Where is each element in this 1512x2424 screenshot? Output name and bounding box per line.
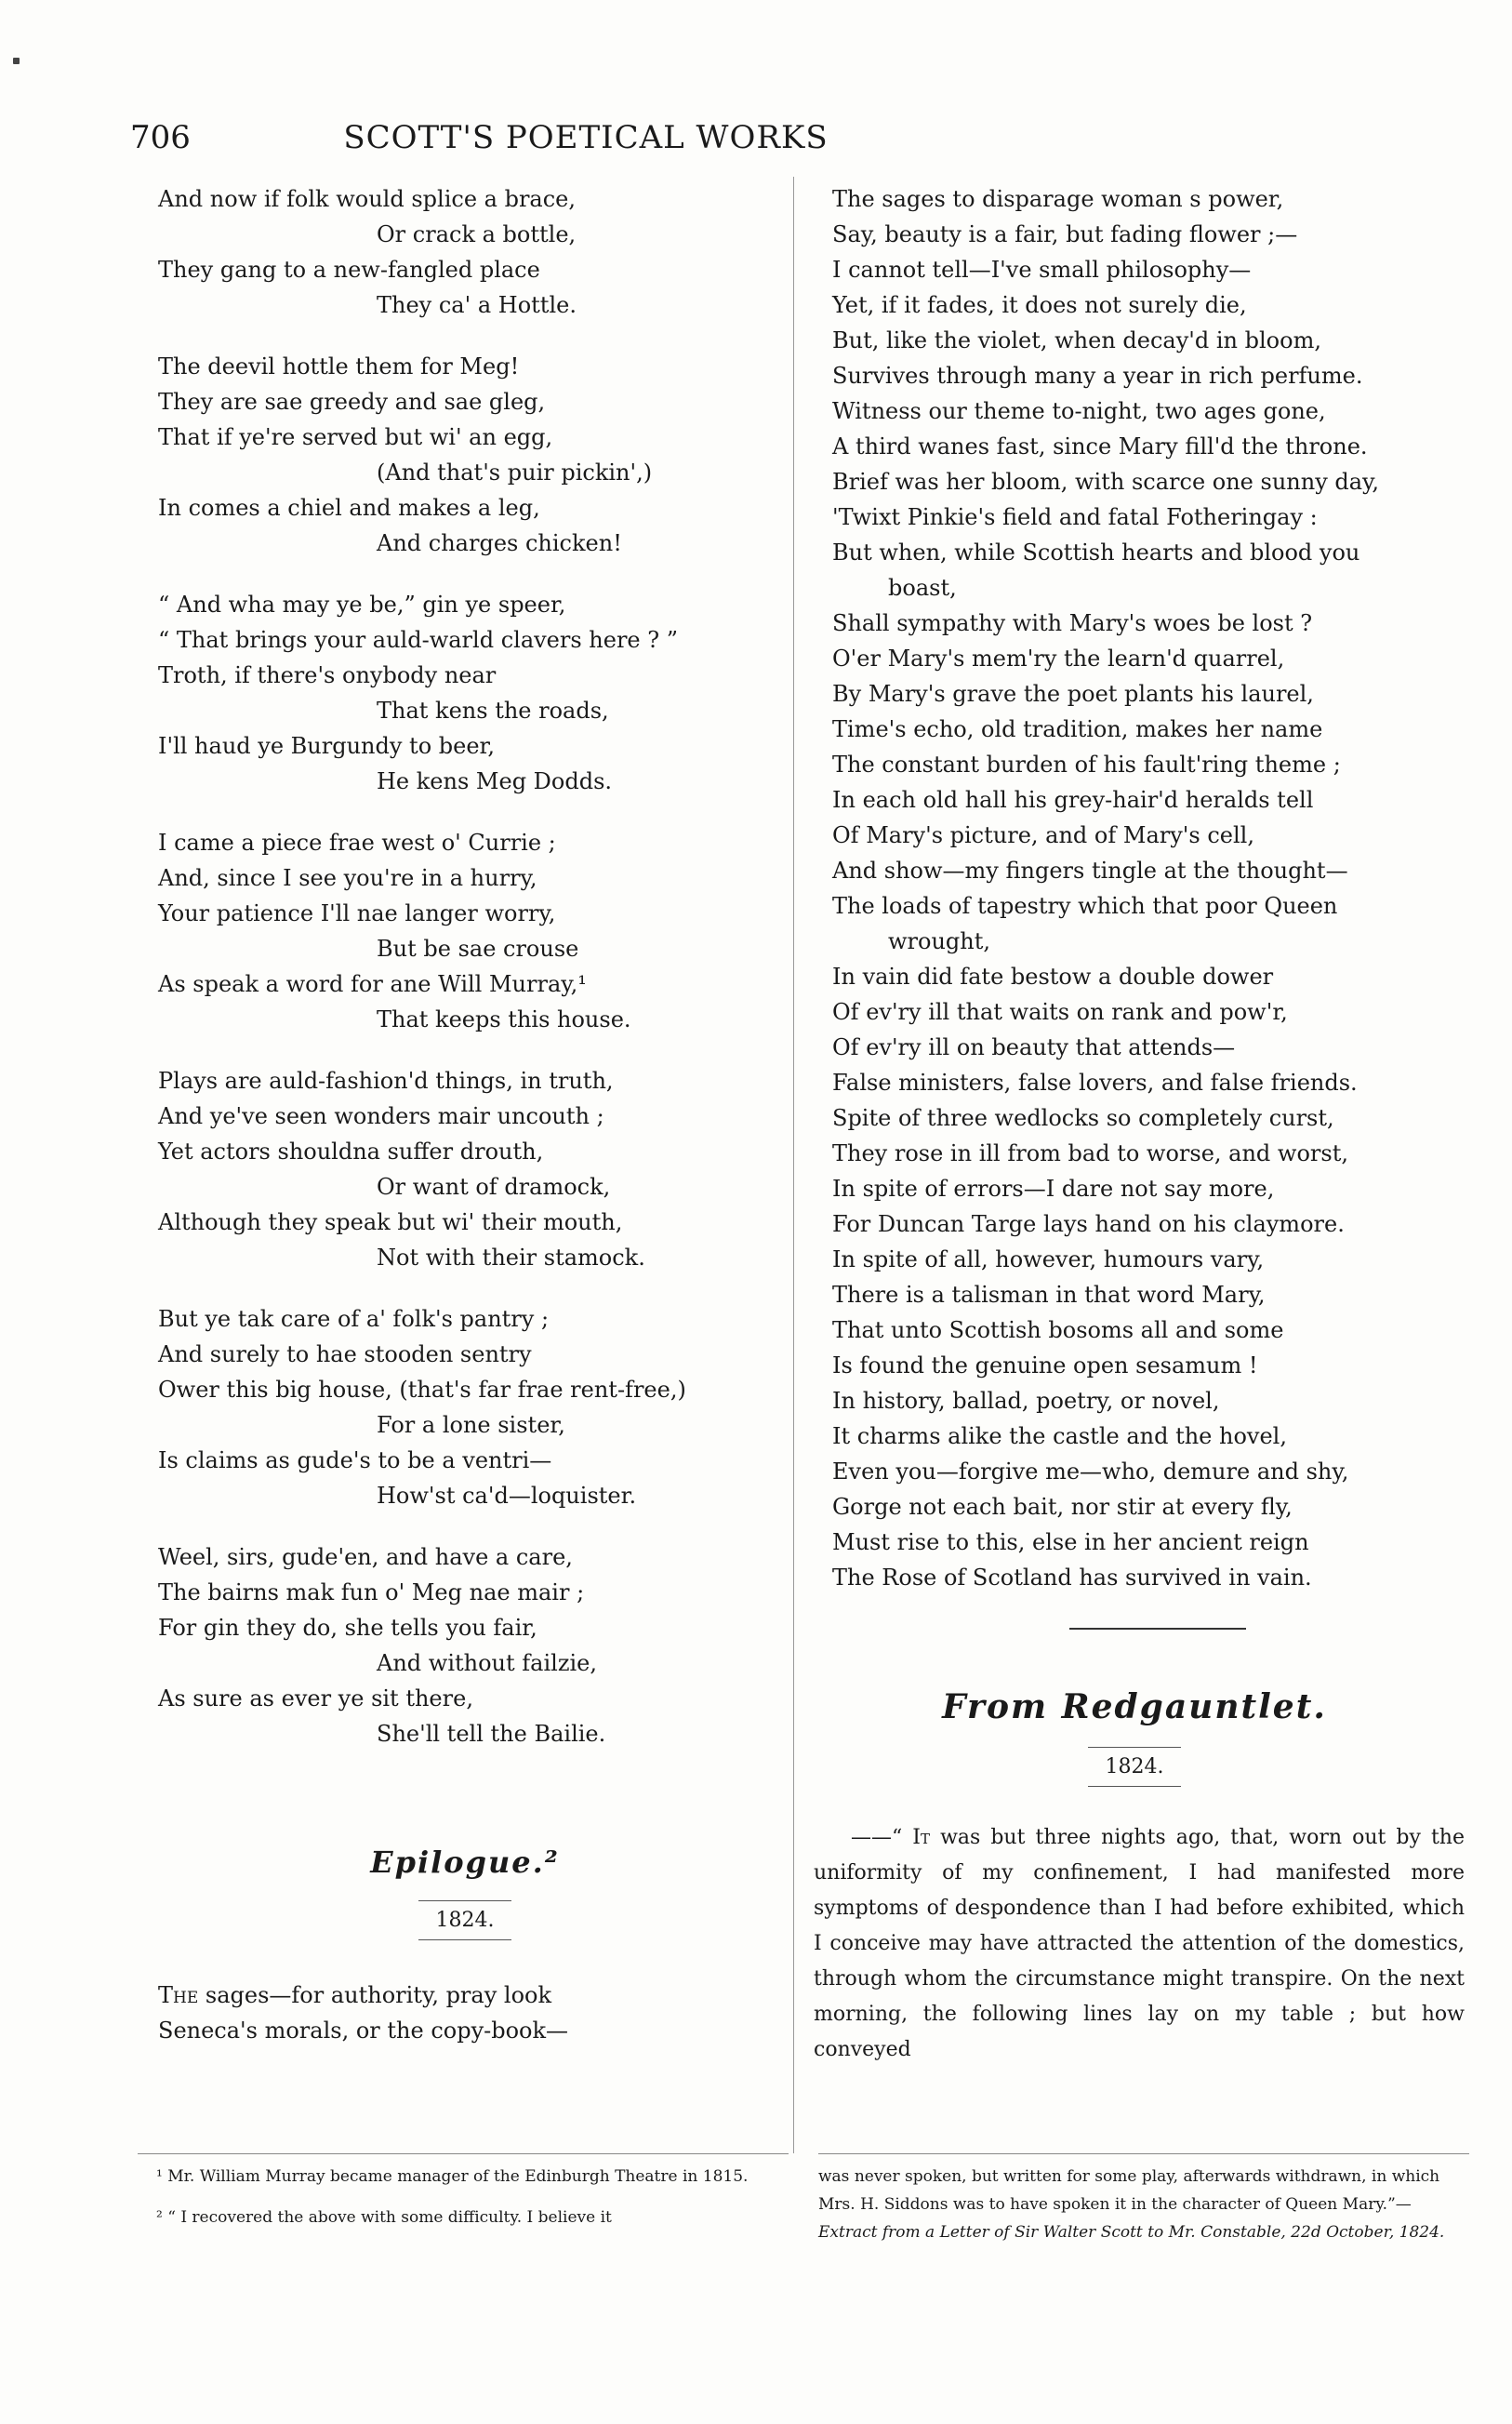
date-rule-top bbox=[418, 1900, 511, 1901]
poem-line: I'll haud ye Burgundy to beer, bbox=[158, 733, 496, 759]
poem-line: False ministers, false lovers, and false friends. bbox=[832, 1070, 1358, 1096]
poem-line: The Rose of Scotland has survived in vain. bbox=[832, 1565, 1312, 1591]
poem-line: They ca' a Hottle. bbox=[377, 292, 577, 318]
footnote-2: ² “ I recovered the above with some difficulty. I believe it bbox=[156, 2208, 612, 2227]
epilogue-heading: Epilogue.² bbox=[370, 1845, 560, 1880]
footnotes-left bbox=[138, 2163, 789, 2231]
poem-line: How'st ca'd—loquister. bbox=[377, 1483, 637, 1509]
section-heading: From Redgauntlet. bbox=[942, 1687, 1327, 1726]
poem-line: The bairns mak fun o' Meg nae mair ; bbox=[158, 1579, 585, 1605]
poem-line: For Duncan Targe lays hand on his claymore. bbox=[832, 1211, 1345, 1237]
poem-line: Gorge not each bait, nor stir at every fly, bbox=[832, 1494, 1293, 1520]
epilogue-continued bbox=[832, 181, 1474, 1595]
poem-line: That kens the roads, bbox=[377, 698, 609, 724]
poem-line: And now if folk would splice a brace, bbox=[158, 186, 577, 212]
poem-line: (And that's puir pickin',) bbox=[377, 459, 653, 486]
poem-line: Time's echo, old tradition, makes her name bbox=[832, 716, 1323, 742]
poem-line: Yet, if it fades, it does not surely die, bbox=[832, 292, 1247, 318]
prose-text: was but three nights ago, that, worn out by the uniformity of my confinement, I had manifested more symptoms of despondence than I had before exhibited, which I conceive may have attracted the attention of the domestics, through whom the circumstance might transpire. On the next morning, the following lines lay on my table ; but how conveyed bbox=[814, 1826, 1465, 2061]
poem-line: The constant burden of his fault'ring theme ; bbox=[832, 752, 1341, 778]
poem-line: Must rise to this, else in her ancient reign bbox=[832, 1529, 1309, 1555]
stanza-gap bbox=[158, 323, 772, 349]
poem-line: Or want of dramock, bbox=[377, 1174, 611, 1200]
epilogue-line: Seneca's morals, or the copy-book— bbox=[158, 2018, 569, 2044]
poem-line: wrought, bbox=[888, 928, 991, 954]
poem-line: The sages to disparage woman s power, bbox=[832, 186, 1284, 212]
poem-line: Not with their stamock. bbox=[377, 1245, 645, 1271]
poem-line: But, like the violet, when decay'd in bloom, bbox=[832, 327, 1321, 353]
poem-line: There is a talisman in that word Mary, bbox=[832, 1282, 1266, 1308]
poem-line: Brief was her bloom, with scarce one sunny day, bbox=[832, 469, 1380, 495]
poem-line: Shall sympathy with Mary's woes be lost ? bbox=[832, 610, 1313, 636]
poem-line: That if ye're served but wi' an egg, bbox=[158, 424, 553, 450]
footnote-citation: Extract from a Letter of Sir Walter Scott to Mr. Constable, 22d October, 1824. bbox=[818, 2223, 1445, 2242]
poem-line: Say, beauty is a fair, but fading flower ;— bbox=[832, 221, 1298, 247]
stanza-gap bbox=[158, 1513, 772, 1539]
stanza-gap bbox=[158, 1037, 772, 1063]
poem-line: I came a piece frae west o' Currie ; bbox=[158, 830, 556, 856]
poem-line: As speak a word for ane Will Murray,¹ bbox=[158, 971, 587, 997]
margin-mark bbox=[13, 58, 20, 64]
poem-line: In spite of errors—I dare not say more, bbox=[832, 1176, 1275, 1202]
poem-line: Witness our theme to-night, two ages gone, bbox=[832, 398, 1326, 424]
poem-line: That keeps this house. bbox=[377, 1006, 631, 1032]
epilogue-date: 1824. bbox=[435, 1909, 495, 1932]
page-number: 706 bbox=[130, 119, 191, 156]
poem-line: Is found the genuine open sesamum ! bbox=[832, 1352, 1258, 1378]
poem-line: Of ev'ry ill that waits on rank and pow'r, bbox=[832, 999, 1288, 1025]
stanza-gap bbox=[158, 561, 772, 587]
epilogue-line bbox=[158, 1978, 772, 2013]
page-header bbox=[130, 119, 1041, 166]
poem-line: Of ev'ry ill on beauty that attends— bbox=[832, 1034, 1236, 1060]
poem-line: Even you—forgive me—who, demure and shy, bbox=[832, 1458, 1349, 1485]
section-date: 1824. bbox=[1105, 1755, 1164, 1778]
poem-line: And surely to hae stooden sentry bbox=[158, 1341, 532, 1367]
poem-line: boast, bbox=[888, 575, 957, 601]
poem-line: They rose in ill from bad to worse, and worst, bbox=[832, 1140, 1348, 1166]
poem-line: In vain did fate bestow a double dower bbox=[832, 964, 1274, 990]
poem-line: In spite of all, however, humours vary, bbox=[832, 1246, 1265, 1272]
poem-line: It charms alike the castle and the hovel, bbox=[832, 1423, 1287, 1449]
poem-line: Spite of three wedlocks so completely curst, bbox=[832, 1105, 1334, 1131]
poem-line: “ And wha may ye be,” gin ye speer, bbox=[158, 592, 566, 618]
prose-lead: ——“ It bbox=[851, 1826, 930, 1849]
poem-line: But be sae crouse bbox=[377, 936, 579, 962]
poem-line: Your patience I'll nae langer worry, bbox=[158, 900, 556, 926]
poem-line: But ye tak care of a' folk's pantry ; bbox=[158, 1306, 550, 1332]
poem-line: The deevil hottle them for Meg! bbox=[158, 353, 520, 380]
poem-line: Ower this big house, (that's far frae rent-free,) bbox=[158, 1377, 686, 1403]
poem-line: They are sae greedy and sae gleg, bbox=[158, 389, 546, 415]
footnote-rule-right bbox=[818, 2153, 1469, 2154]
poem-line: Survives through many a year in rich perfume. bbox=[832, 363, 1363, 389]
poem-line: O'er Mary's mem'ry the learn'd quarrel, bbox=[832, 646, 1285, 672]
poem-line: She'll tell the Bailie. bbox=[377, 1721, 606, 1747]
poem-line: For a lone sister, bbox=[377, 1412, 565, 1438]
footnote-rule-left bbox=[138, 2153, 789, 2154]
poem-line: As sure as ever ye sit there, bbox=[158, 1685, 473, 1711]
poem-line: Plays are auld-fashion'd things, in truth, bbox=[158, 1068, 614, 1094]
running-title: SCOTT'S POETICAL WORKS bbox=[343, 119, 829, 156]
epilogue-date-block bbox=[158, 1900, 772, 1940]
poem-line: Is claims as gude's to be a ventri— bbox=[158, 1447, 552, 1473]
left-column bbox=[158, 181, 772, 2048]
poem-line: And ye've seen wonders mair uncouth ; bbox=[158, 1103, 604, 1129]
poem-line: In history, ballad, poetry, or novel, bbox=[832, 1388, 1220, 1414]
section-date-block bbox=[832, 1747, 1437, 1787]
poem-line: By Mary's grave the poet plants his laurel, bbox=[832, 681, 1314, 707]
date-rule-top bbox=[1088, 1747, 1181, 1748]
poem-line: In comes a chiel and makes a leg, bbox=[158, 495, 540, 521]
poem-line: A third wanes fast, since Mary fill'd the throne. bbox=[832, 433, 1368, 459]
stanza-gap bbox=[158, 1275, 772, 1301]
right-column bbox=[814, 181, 1474, 2068]
poem-line: 'Twixt Pinkie's field and fatal Fotheringay : bbox=[832, 504, 1318, 530]
poem-line: Of Mary's picture, and of Mary's cell, bbox=[832, 822, 1254, 848]
footnote-1: ¹ Mr. William Murray became manager of the Edinburgh Theatre in 1815. bbox=[156, 2167, 749, 2186]
epilogue-first-word: The bbox=[158, 1982, 199, 2008]
poem-line: That unto Scottish bosoms all and some bbox=[832, 1317, 1284, 1343]
poem-line: He kens Meg Dodds. bbox=[377, 768, 613, 794]
poem-line: For gin they do, she tells you fair, bbox=[158, 1615, 537, 1641]
redgauntlet-prose bbox=[814, 1820, 1465, 2068]
epilogue-line-text: sages—for authority, pray look bbox=[205, 1982, 552, 2008]
poem-line: And without failzie, bbox=[377, 1650, 597, 1676]
poem-line: “ That brings your auld-warld clavers here ? ” bbox=[158, 627, 679, 653]
poem-line: They gang to a new-fangled place bbox=[158, 257, 540, 283]
poem-line: I cannot tell—I've small philosophy— bbox=[832, 257, 1252, 283]
stanza-gap bbox=[158, 799, 772, 825]
column-divider bbox=[793, 177, 794, 2153]
poem-line: The loads of tapestry which that poor Queen bbox=[832, 893, 1338, 919]
poem-line: Yet actors shouldna suffer drouth, bbox=[158, 1139, 544, 1165]
poem-line: But when, while Scottish hearts and blood you bbox=[832, 539, 1360, 566]
poem-line: And, since I see you're in a hurry, bbox=[158, 865, 537, 891]
poem-line: Or crack a bottle, bbox=[377, 221, 577, 247]
footnote-continued: was never spoken, but written for some play, afterwards withdrawn, in which Mrs. H. Siddons was to have spoken it in the character of Queen Mary.”— bbox=[818, 2167, 1440, 2214]
poem-line: Weel, sirs, gude'en, and have a care, bbox=[158, 1544, 573, 1570]
poem-line: Troth, if there's onybody near bbox=[158, 662, 497, 688]
poem-stanzas bbox=[158, 181, 772, 1751]
poem-line: And charges chicken! bbox=[377, 530, 622, 556]
poem-line: And show—my fingers tingle at the thought— bbox=[832, 858, 1348, 884]
poem-line: Although they speak but wi' their mouth, bbox=[158, 1209, 623, 1235]
poem-line: In each old hall his grey-hair'd heralds tell bbox=[832, 787, 1314, 813]
footnotes-right bbox=[818, 2163, 1469, 2246]
